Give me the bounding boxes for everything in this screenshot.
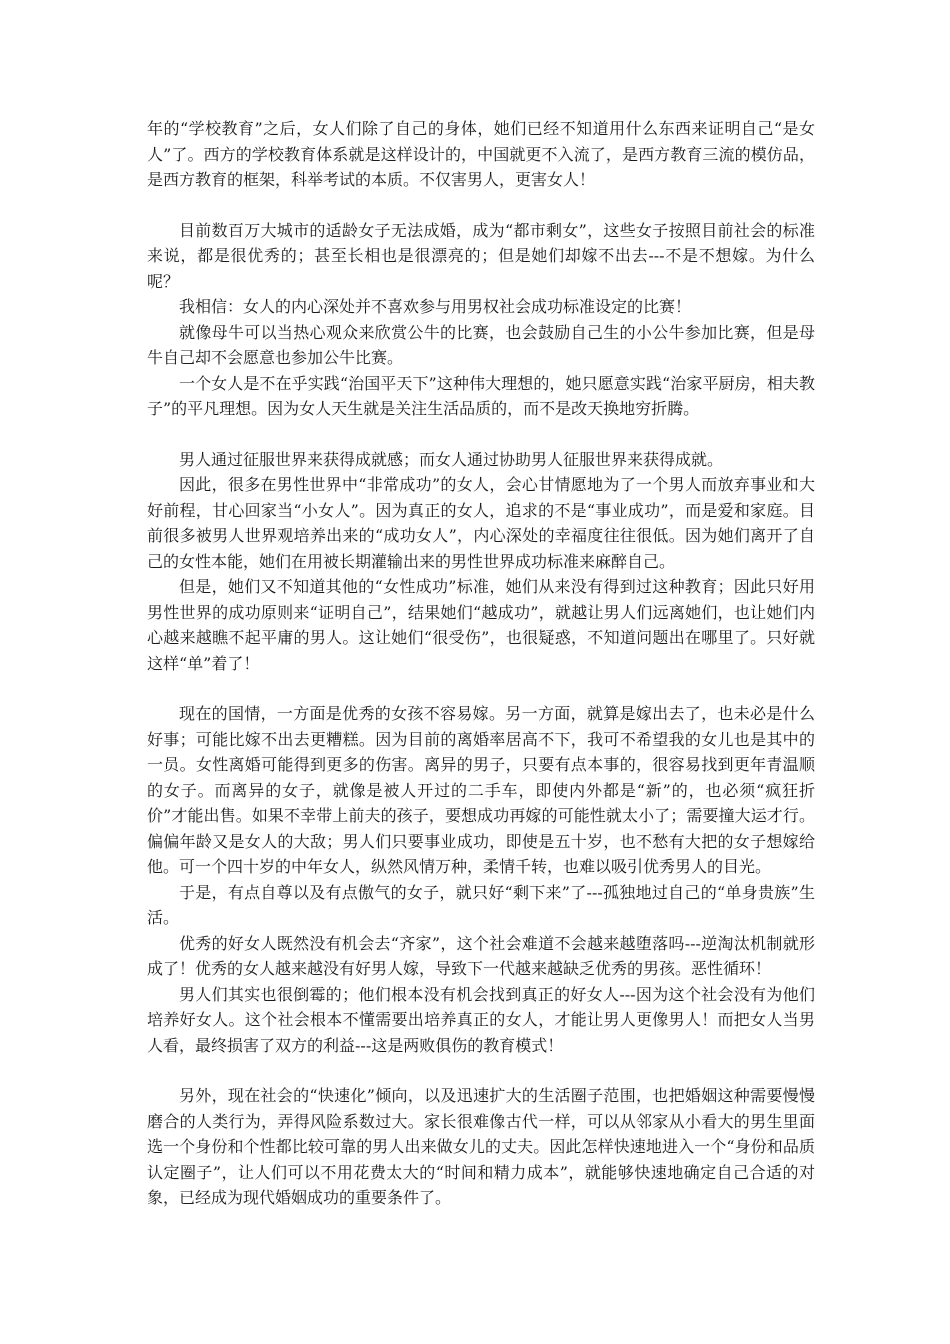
paragraph-7: 因此，很多在男性世界中“非常成功”的女人，会心甘情愿地为了一个男人而放弃事业和大好前程，甘心回家当“小女人”。因为真正的女人，追求的不是“事业成功”，而是爱和家庭。目前很多被男人世界观培养出来的“成功女人”，内心深处的幸福度往往很低。因为她们离开了自己的女性本能，她们在用被长期灌输出来的男性世界成功标准来麻醉自己。	[147, 475, 815, 571]
paragraph-8: 但是，她们又不知道其他的“女性成功”标准，她们从来没有得到过这种教育；因此只好用男性世界的成功原则来“证明自己”，结果她们“越成功”，就越让男人们远离她们，也让她们内心越来越瞧不起平庸的男人。这让她们“很受伤”，也很疑惑，不知道问题出在哪里了。只好就这样“单”着了！	[147, 577, 815, 673]
paragraph-gap	[147, 422, 815, 447]
paragraph-gap	[147, 676, 815, 701]
paragraph-9: 现在的国情，一方面是优秀的女孩不容易嫁。另一方面，就算是嫁出去了，也未必是什么好事；可能比嫁不出去更糟糕。因为目前的离婚率居高不下，我可不希望我的女儿也是其中的一员。女性离婚可能得到更多的伤害。离异的男子，只要有点本事的，很容易找到更年青温顺的女子。而离异的女子，就像是被人开过的二手车，即使内外都是“新”的，也必须“疯狂折价”才能出售。如果不幸带上前夫的孩子，要想成功再嫁的可能性就太小了；需要撞大运才行。偏偏年龄又是女人的大敌；男人们只要事业成功，即使是五十岁，也不愁有大把的女子想嫁给他。可一个四十岁的中年女人，纵然风情万种，柔情千转，也难以吸引优秀男人的目光。	[147, 704, 815, 876]
paragraph-12: 男人们其实也很倒霉的；他们根本没有机会找到真正的好女人---因为这个社会没有为他们培养好女人。这个社会根本不懂需要出培养真正的女人，才能让男人更像男人！而把女人当男人看，最终损害了双方的利益---这是两败俱伤的教育模式！	[147, 984, 815, 1055]
document-page	[147, 116, 815, 1211]
paragraph-11: 优秀的好女人既然没有机会去“齐家”，这个社会难道不会越来越堕落吗---逆淘汰机制就形成了！优秀的女人越来越没有好男人嫁，导致下一代越来越缺乏优秀的男孩。恶性循环！	[147, 933, 815, 978]
paragraph-4: 就像母牛可以当热心观众来欣赏公牛的比赛，也会鼓励自己生的小公牛参加比赛，但是母牛自己却不会愿意也参加公牛比赛。	[147, 322, 815, 367]
paragraph-5: 一个女人是不在乎实践“治国平天下”这种伟大理想的，她只愿意实践“治家平厨房，相夫教子”的平凡理想。因为女人天生就是关注生活品质的，而不是改天换地穷折腾。	[147, 373, 815, 418]
paragraph-1: 年的“学校教育”之后，女人们除了自己的身体，她们已经不知道用什么东西来证明自己“是女人”了。西方的学校教育体系就是这样设计的，中国就更不入流了，是西方教育三流的模仿品，是西方教育的框架，科举考试的本质。不仅害男人，更害女人！	[147, 119, 815, 189]
paragraph-6: 男人通过征服世界来获得成就感；而女人通过协助男人征服世界来获得成就。	[179, 449, 724, 469]
paragraph-gap	[147, 193, 815, 218]
paragraph-13: 另外，现在社会的“快速化”倾向，以及迅速扩大的生活圈子范围，也把婚姻这种需要慢慢磨合的人类行为，弄得风险系数过大。家长很难像古代一样，可以从邻家从小看大的男生里面选一个身份和个性都比较可靠的男人出来做女儿的丈夫。因此怎样快速地进入一个“身份和品质认定圈子”，让人们可以不用花费太大的“时间和精力成本”，就能够快速地确定自己合适的对象，已经成为现代婚姻成功的重要条件了。	[147, 1086, 815, 1207]
paragraph-2: 目前数百万大城市的适龄女子无法成婚，成为“都市剩女”，这些女子按照目前社会的标准来说，都是很优秀的；甚至长相也是很漂亮的；但是她们却嫁不出去---不是不想嫁。为什么呢？	[147, 220, 815, 291]
paragraph-10: 于是，有点自尊以及有点傲气的女子，就只好“剩下来”了---孤独地过自己的“单身贵族”生活。	[147, 882, 815, 927]
paragraph-gap	[147, 1058, 815, 1083]
paragraph-3: 我相信：女人的内心深处并不喜欢参与用男权社会成功标准设定的比赛！	[179, 297, 692, 316]
